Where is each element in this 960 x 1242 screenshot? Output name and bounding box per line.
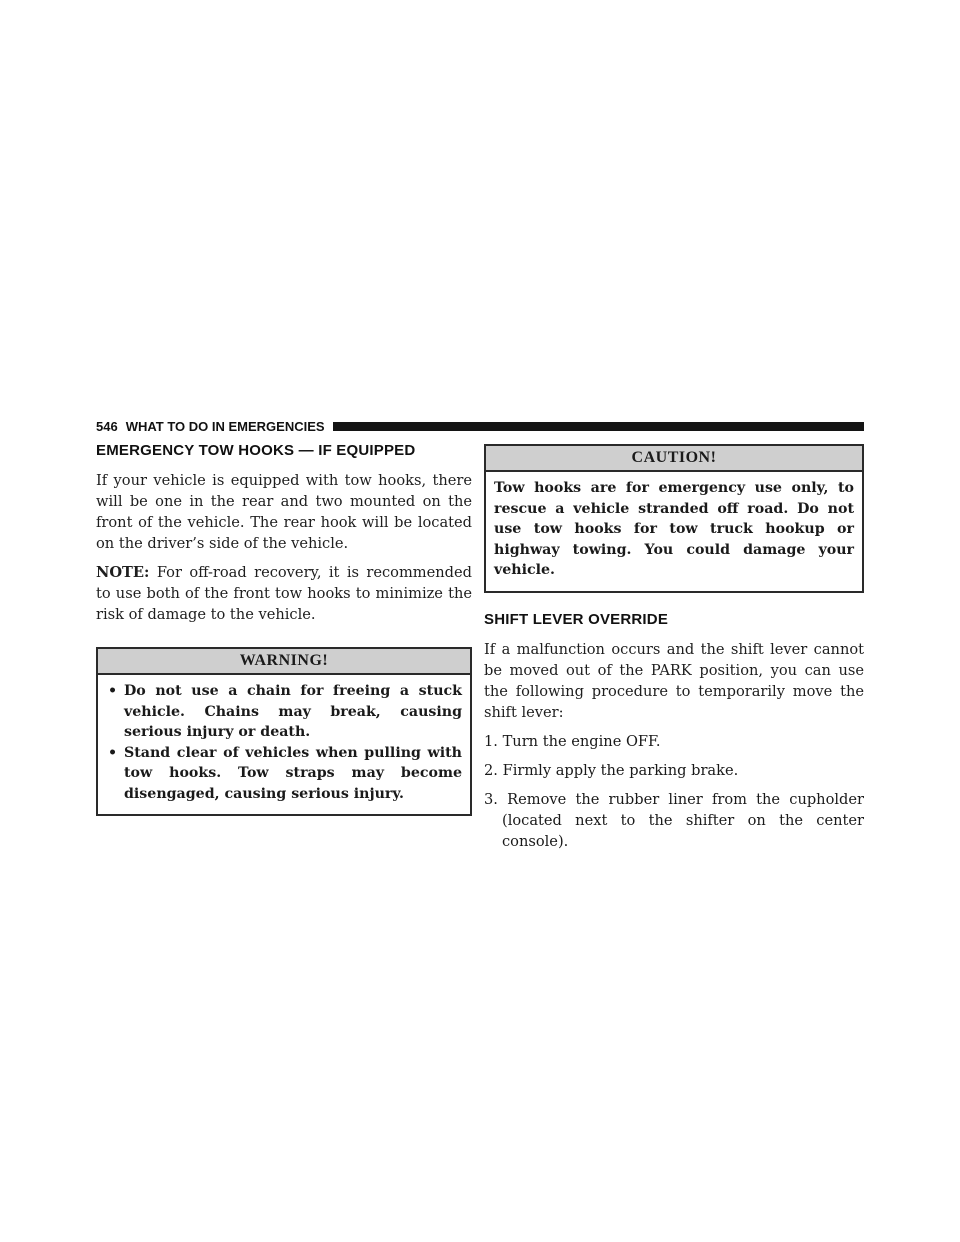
tow-hooks-heading: EMERGENCY TOW HOOKS — IF EQUIPPED <box>96 442 416 459</box>
warning-item: • Do not use a chain for freeing a stuck vehicle. Chains may break, causing serious injury or death. <box>108 683 462 740</box>
page-header <box>96 416 864 436</box>
note-label: NOTE: <box>96 564 150 581</box>
bullet-icon: • <box>108 683 118 699</box>
warning-box <box>96 647 472 816</box>
right-column <box>484 444 864 852</box>
warning-item: • Stand clear of vehicles when pulling with tow hooks. Tow straps may become disengaged, causing serious injury. <box>108 744 462 802</box>
left-column <box>96 440 472 816</box>
shift-override-heading: SHIFT LEVER OVERRIDE <box>484 610 669 628</box>
step-item: 2. Firmly apply the parking brake. <box>484 761 739 779</box>
bullet-icon: • <box>108 744 118 761</box>
chapter-title: WHAT TO DO IN EMERGENCIES <box>125 418 325 434</box>
header-rule <box>333 422 864 431</box>
caution-box <box>484 444 864 593</box>
caution-title: CAUTION! <box>486 446 862 472</box>
note-text: For off-road recovery, it is recommended to use both of the front tow hooks to minimize the risk of damage to the vehicle. <box>96 564 472 623</box>
warning-list <box>106 681 462 804</box>
note-paragraph <box>96 562 472 625</box>
steps-list <box>484 731 864 852</box>
warning-title: WARNING! <box>98 649 470 675</box>
step-item: 3. Remove the rubber liner from the cupholder (located next to the shifter on the center console). <box>484 790 864 850</box>
caution-text: Tow hooks are for emergency use only, to rescue a vehicle stranded off road. Do not use tow hooks for tow truck hookup or highway towing. You could damage your vehicle. <box>494 480 854 578</box>
tow-hooks-paragraph: If your vehicle is equipped with tow hooks, there will be one in the rear and two mounted on the front of the vehicle. The rear hook will be located on the driver’s side of the vehicle. <box>96 472 472 552</box>
page-number: 546 <box>96 418 118 434</box>
step-item: 1. Turn the engine OFF. <box>484 732 661 750</box>
shift-override-paragraph: If a malfunction occurs and the shift lever cannot be moved out of the PARK position, you can use the following procedure to temporarily move the shift lever: <box>484 640 864 721</box>
